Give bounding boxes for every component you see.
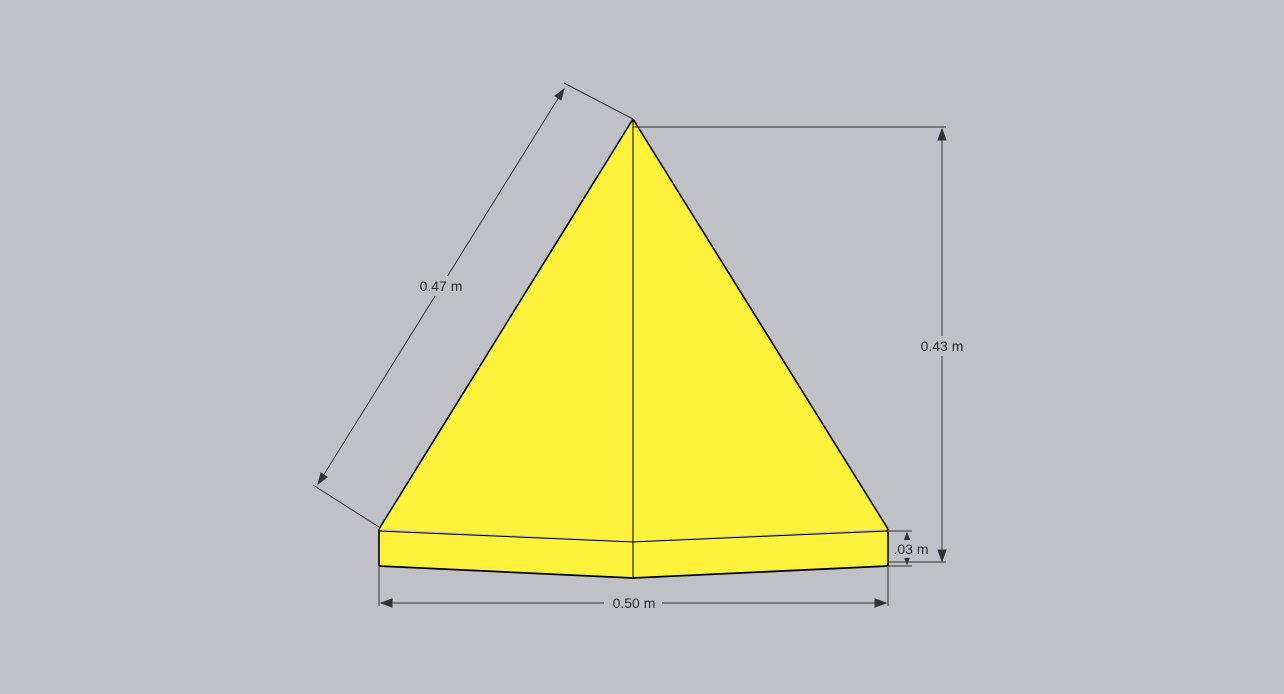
arrowhead <box>318 473 327 484</box>
extension-line <box>564 83 633 119</box>
base-thickness-label: .03 m <box>893 541 929 557</box>
base-width-label: 0.50 m <box>612 595 656 611</box>
arrowhead <box>381 599 392 607</box>
slant-edge-label: 0.47 m <box>419 278 463 294</box>
arrowhead <box>938 129 946 140</box>
arrowhead <box>555 89 564 100</box>
extension-line <box>313 485 379 527</box>
arrowhead <box>875 599 886 607</box>
height-label: 0.43 m <box>920 338 964 354</box>
arrowhead <box>904 533 910 541</box>
pyramid-right-face[interactable] <box>633 119 888 541</box>
arrowhead <box>938 550 946 561</box>
